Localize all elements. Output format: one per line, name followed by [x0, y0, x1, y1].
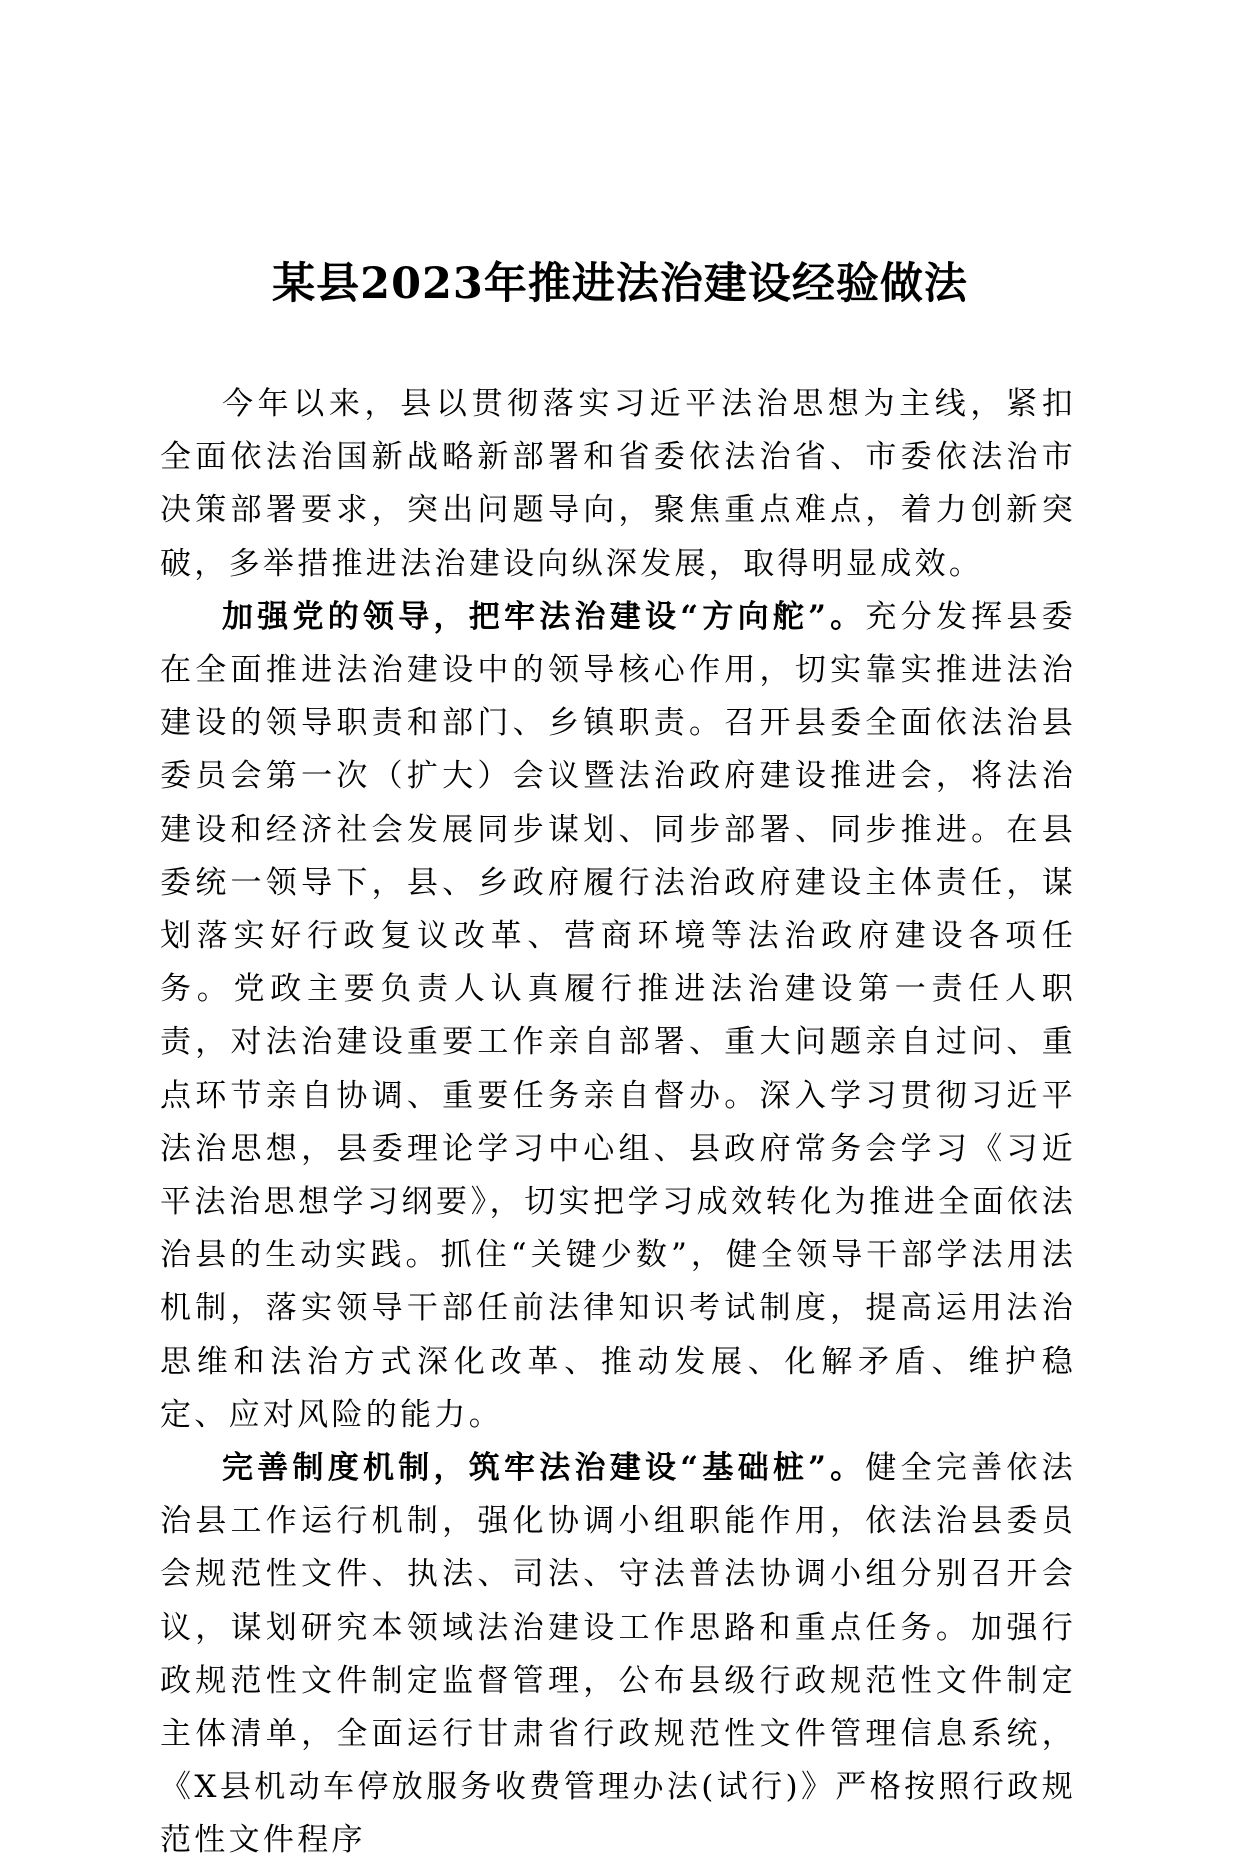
document-body	[160, 378, 1076, 1868]
paragraph-text: 今年以来，县以贯彻落实习近平法治思想为主线，紧扣全面依法治国新战略新部署和省委依法治省、市委依法治市决策部署要求，突出问题导向，聚焦重点难点，着力创新突破，多举措推进法治建设向纵深发展，取得明显成效。	[160, 386, 1076, 582]
paragraph-heading: 完善制度机制，筑牢法治建设“基础桩”。	[222, 1450, 866, 1487]
paragraph-text: 充分发挥县委在全面推进法治建设中的领导核心作用，切实靠实推进法治建设的领导职责和部门、乡镇职责。召开县委全面依法治县委员会第一次（扩大）会议暨法治政府建设推进会，将法治建设和经济社会发展同步谋划、同步部署、同步推进。在县委统一领导下，县、乡政府履行法治政府建设主体责任，谋划落实好行政复议改革、营商环境等法治政府建设各项任务。党政主要负责人认真履行推进法治建设第一责任人职责，对法治建设重要工作亲自部署、重大问题亲自过问、重点环节亲自协调、重要任务亲自督办。深入学习贯彻习近平法治思想，县委理论学习中心组、县政府常务会学习《习近平法治思想学习纲要》，切实把学习成效转化为推进全面依法治县的生动实践。抓住“关键少数”，健全领导干部学法用法机制，落实领导干部任前法律知识考试制度，提高运用法治思维和法治方式深化改革、推动发展、化解矛盾、维护稳定、应对风险的能力。	[160, 598, 1076, 1433]
paragraph-intro	[160, 378, 1076, 591]
paragraph-institutions	[160, 1442, 1076, 1868]
document-title: 某县2023年推进法治建设经验做法	[272, 259, 968, 309]
paragraph-text: 健全完善依法治县工作运行机制，强化协调小组职能作用，依法治县委员会规范性文件、执法、司法、守法普法协调小组分别召开会议，谋划研究本领域法治建设工作思路和重点任务。加强行政规范性文件制定监督管理，公布县级行政规范性文件制定主体清单，全面运行甘肃省行政规范性文件管理信息系统，《X县机动车停放服务收费管理办法(试行)》严格按照行政规范性文件程序	[160, 1450, 1076, 1859]
paragraph-party-leadership	[160, 591, 1076, 1442]
paragraph-heading: 加强党的领导，把牢法治建设“方向舵”。	[222, 598, 866, 635]
